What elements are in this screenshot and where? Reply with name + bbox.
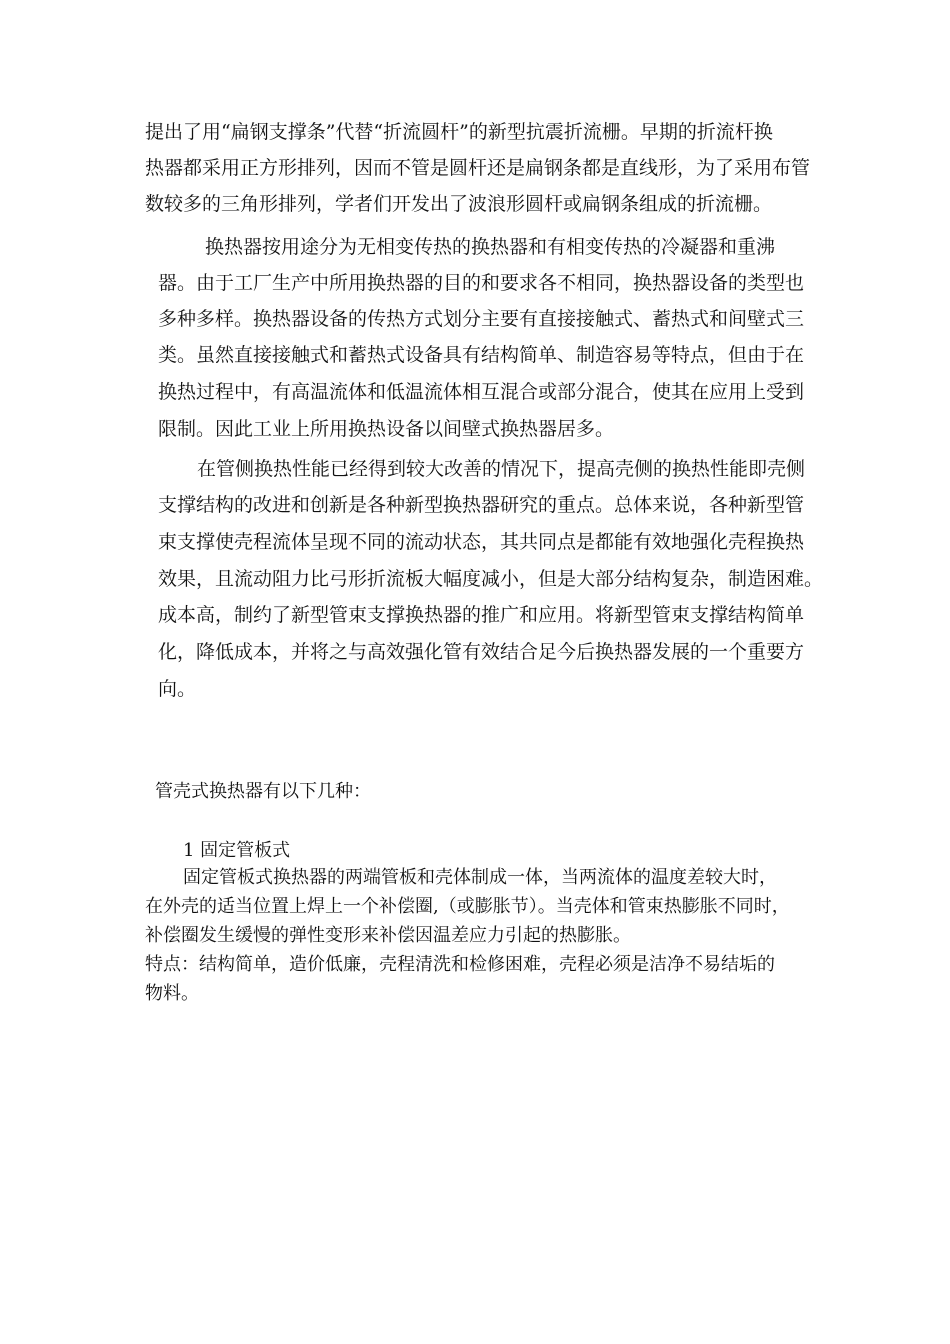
paragraph-1-line-2: 热器都采用正方形排列，因而不管是圆杆还是扁钢条都是直线形，为了采用布管 <box>145 157 811 179</box>
paragraph-3-line-4: 效果，且流动阻力比弓形折流板大幅度减小，但是大部分结构复杂，制造困难。 <box>158 568 824 590</box>
paragraph-3-line-7: 向。 <box>158 678 197 700</box>
paragraph-2-line-3: 多种多样。换热器设备的传热方式划分主要有直接接触式、蓄热式和间壁式三 <box>158 308 805 330</box>
paragraph-4-line-3: 补偿圈发生缓慢的弹性变形来补偿因温差应力引起的热膨胀。 <box>145 925 631 946</box>
features-line-1: 特点：结构简单，造价低廉，壳程清洗和检修困难，壳程必须是洁净不易结垢的 <box>145 954 775 975</box>
paragraph-4-line-1: 固定管板式换热器的两端管板和壳体制成一体，当两流体的温度差较大时， <box>183 867 777 888</box>
paragraph-3-line-2: 支撑结构的改进和创新是各种新型换热器研究的重点。总体来说，各种新型管 <box>158 494 805 516</box>
paragraph-3-line-1: 在管侧换热性能已经得到较大改善的情况下，提高壳侧的换热性能即壳侧 <box>197 458 806 480</box>
section-title: 1 固定管板式 <box>183 840 291 861</box>
paragraph-2-line-2: 器。由于工厂生产中所用换热器的目的和要求各不相同，换热器设备的类型也 <box>158 272 805 294</box>
paragraph-2-line-5: 换热过程中，有高温流体和低温流体相互混合或部分混合，使其在应用上受到 <box>158 381 805 403</box>
paragraph-2-line-6: 限制。因此工业上所用换热设备以间壁式换热器居多。 <box>158 418 615 440</box>
paragraph-1-line-3: 数较多的三角形排列，学者们开发出了波浪形圆杆或扁钢条组成的折流栅。 <box>145 193 773 215</box>
paragraph-4-line-2: 在外壳的适当位置上焊上一个补偿圈,（或膨胀节）。当壳体和管束热膨胀不同时， <box>145 896 790 917</box>
paragraph-3-line-6: 化，降低成本，并将之与高效强化管有效结合足今后换热器发展的一个重要方 <box>158 641 805 663</box>
paragraph-3-line-3: 束支撑使壳程流体呈现不同的流动状态，其共同点是都能有效地强化壳程换热 <box>158 531 805 553</box>
features-line-2: 物料。 <box>145 983 199 1004</box>
paragraph-1-line-1: 提出了用“扁钢支撑条”代替“折流圆杆”的新型抗震折流栅。早期的折流杆换 <box>145 121 773 143</box>
paragraph-2-line-1: 换热器按用途分为无相变传热的换热器和有相变传热的冷凝器和重沸 <box>205 236 776 258</box>
list-heading: 管壳式换热器有以下几种： <box>155 781 371 802</box>
paragraph-3-line-5: 成本高，制约了新型管束支撑换热器的推广和应用。将新型管束支撑结构简单 <box>158 604 805 626</box>
paragraph-2-line-4: 类。虽然直接接触式和蓄热式设备具有结构简单、制造容易等特点，但由于在 <box>158 344 805 366</box>
